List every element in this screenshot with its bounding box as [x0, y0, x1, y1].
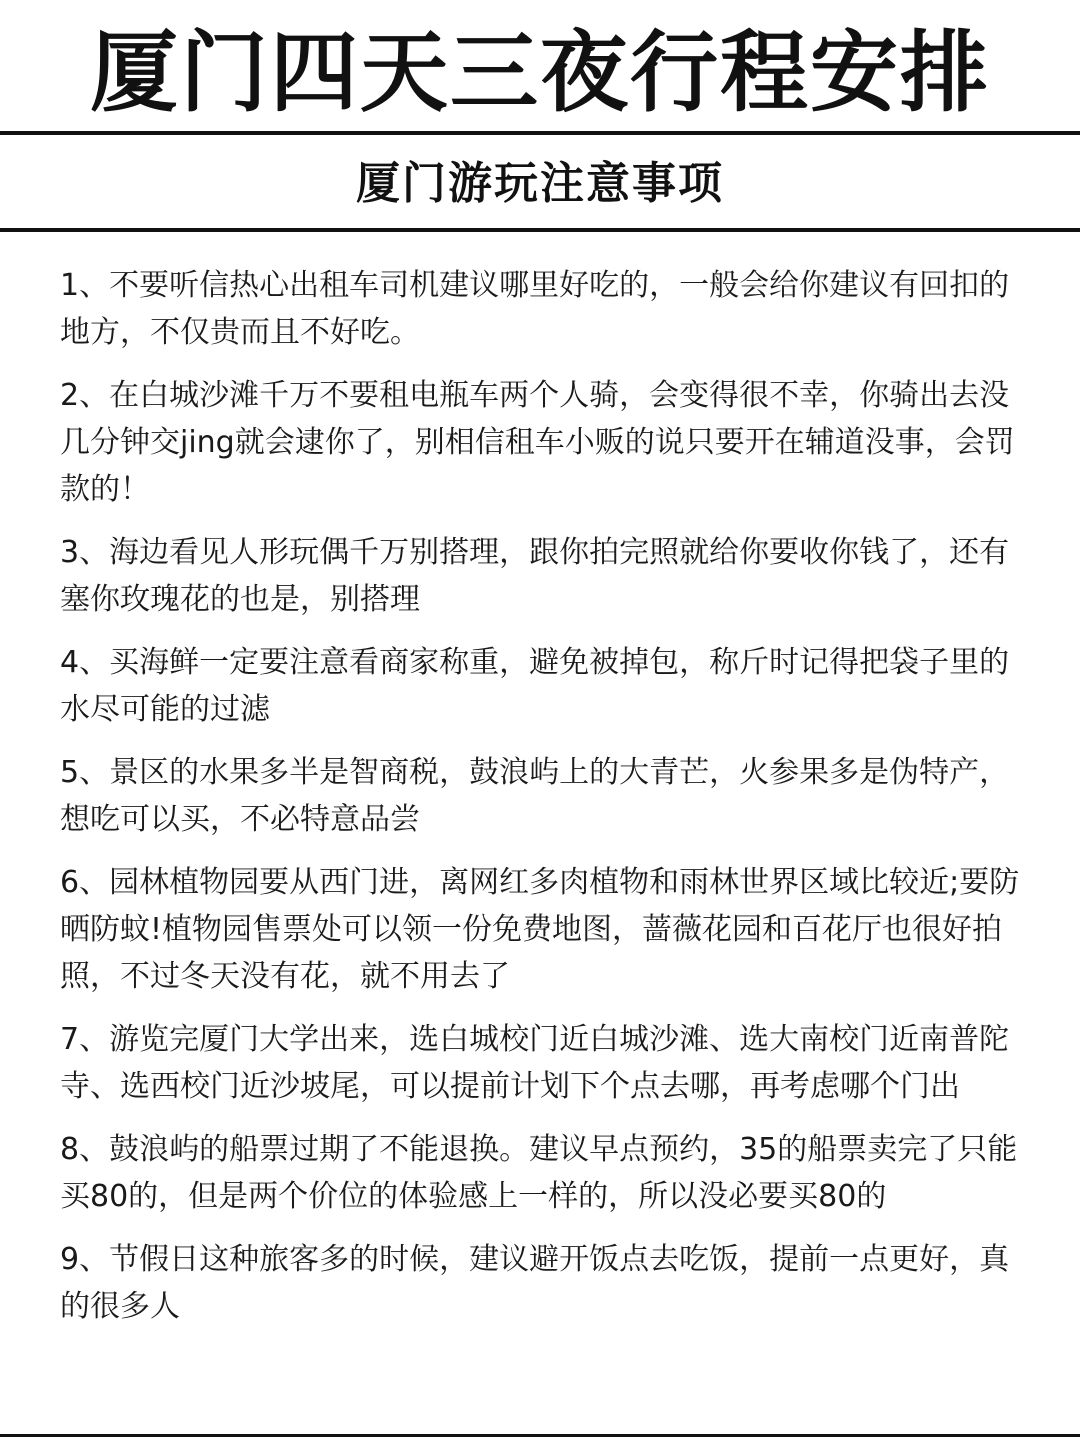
- tip-item-1: 1、不要听信热心出租车司机建议哪里好吃的，一般会给你建议有回扣的地方，不仅贵而且不好吃。: [60, 268, 1010, 350]
- tip-item-6: 6、园林植物园要从西门进，离网红多肉植物和雨林世界区域比较近;要防晒防蚊!植物园售票处可以领一份免费地图，蔷薇花园和百花厅也很好拍照，不过冬天没有花，就不用去了: [60, 865, 1020, 994]
- section-subtitle: 厦门游玩注意事项: [356, 158, 724, 209]
- tip-item-4: 4、买海鲜一定要注意看商家称重，避免被掉包，称斤时记得把袋子里的水尽可能的过滤: [60, 645, 1010, 727]
- page-title: 厦门四天三夜行程安排: [89, 21, 990, 124]
- middle-divider: [0, 228, 1080, 232]
- top-divider: [0, 131, 1080, 135]
- tip-item-2: 2、在白城沙滩千万不要租电瓶车两个人骑，会变得很不幸，你骑出去没几分钟交jing就会逮你了，别相信租车小贩的说只要开在辅道没事，会罚款的！: [60, 378, 1015, 507]
- tips-list: [60, 262, 1030, 1346]
- tip-item-8: 8、鼓浪屿的船票过期了不能退换。建议早点预约，35的船票卖完了只能买80的，但是两个价位的体验感上一样的，所以没必要买80的: [60, 1132, 1018, 1214]
- tip-item-7: 7、游览完厦门大学出来，选白城校门近白城沙滩、选大南校门近南普陀寺、选西校门近沙坡尾，可以提前计划下个点去哪，再考虑哪个门出: [60, 1022, 1010, 1104]
- tip-item-5: 5、景区的水果多半是智商税，鼓浪屿上的大青芒，火参果多是伪特产，想吃可以买，不必特意品尝: [60, 755, 1010, 837]
- tip-item-9: 9、节假日这种旅客多的时候，建议避开饭点去吃饭，提前一点更好，真的很多人: [60, 1242, 1010, 1324]
- tip-item-3: 3、海边看见人形玩偶千万别搭理，跟你拍完照就给你要收你钱了，还有塞你玫瑰花的也是，别搭理: [60, 535, 1010, 617]
- bottom-divider: [0, 1434, 1080, 1437]
